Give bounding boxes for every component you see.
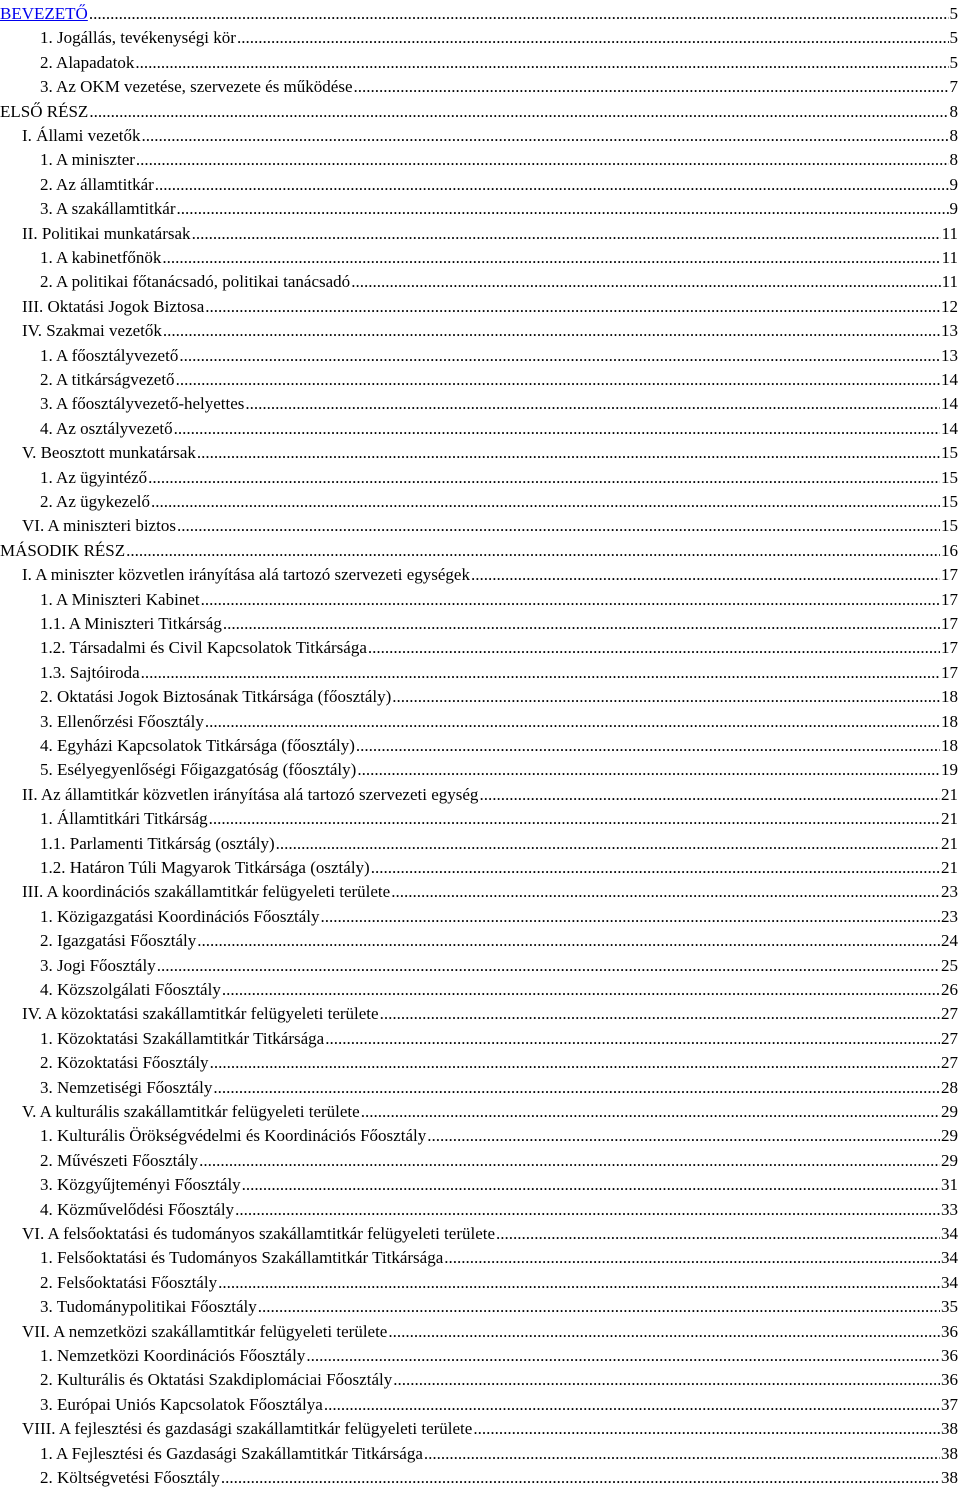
toc-dot-leader: [223, 612, 940, 636]
toc-page-number: 38: [941, 1466, 960, 1490]
toc-page-number: 8: [950, 148, 960, 172]
toc-entry[interactable]: [0, 832, 960, 856]
toc-entry[interactable]: [0, 490, 960, 514]
toc-entry[interactable]: [0, 905, 960, 929]
toc-page-number: 9: [950, 173, 960, 197]
toc-entry[interactable]: [0, 417, 960, 441]
toc-entry[interactable]: [0, 978, 960, 1002]
toc-entry[interactable]: [0, 1320, 960, 1344]
toc-entry[interactable]: [0, 1344, 960, 1368]
toc-entry-title: III. Oktatási Jogok Biztosa: [22, 295, 204, 319]
toc-entry-title: 3. Nemzetiségi Főosztály: [40, 1076, 212, 1100]
toc-page-number: 15: [941, 441, 960, 465]
toc-dot-leader: [199, 1149, 940, 1173]
toc-dot-leader: [321, 905, 941, 929]
toc-page-number: 17: [941, 612, 960, 636]
toc-entry-title: 4. Közszolgálati Főosztály: [40, 978, 221, 1002]
toc-entry[interactable]: [0, 807, 960, 831]
toc-entry-title: 3. Közgyűjteményi Főosztály: [40, 1173, 241, 1197]
toc-entry-title: 1. A miniszter: [40, 148, 135, 172]
toc-entry-title: 3. A főosztályvezető-helyettes: [40, 392, 244, 416]
toc-page-number: 27: [941, 1027, 960, 1051]
toc-entry-title: 2. Művészeti Főosztály: [40, 1149, 198, 1173]
toc-entry-title: 3. Az OKM vezetése, szervezete és működése: [40, 75, 352, 99]
toc-entry[interactable]: [0, 1027, 960, 1051]
toc-entry-title: 1. A kabinetfőnök: [40, 246, 161, 270]
toc-dot-leader: [142, 124, 949, 148]
toc-page-number: 21: [941, 807, 960, 831]
toc-dot-leader: [221, 1466, 940, 1490]
toc-page-number: 17: [941, 588, 960, 612]
toc-entry-title: 1. Kulturális Örökségvédelmi és Koordinációs Főosztály: [40, 1124, 426, 1148]
toc-dot-leader: [177, 197, 949, 221]
toc-entry-title: IV. Szakmai vezetők: [22, 319, 162, 343]
toc-dot-leader: [353, 75, 948, 99]
toc-page-number: 28: [941, 1076, 960, 1100]
toc-page-number: 33: [941, 1198, 960, 1222]
toc-entry-title: MÁSODIK RÉSZ: [0, 539, 125, 563]
toc-entry[interactable]: [0, 856, 960, 880]
toc-dot-leader: [357, 758, 940, 782]
toc-entry[interactable]: [0, 222, 960, 246]
toc-entry-title: 2. Igazgatási Főosztály: [40, 929, 196, 953]
toc-dot-leader: [126, 539, 940, 563]
toc-entry-title: 1. A Fejlesztési és Gazdasági Szakállamtitkár Titkársága: [40, 1442, 423, 1466]
toc-page-number: 11: [942, 246, 960, 270]
toc-dot-leader: [213, 1076, 940, 1100]
toc-dot-leader: [141, 661, 940, 685]
toc-page-number: 21: [941, 832, 960, 856]
toc-dot-leader: [136, 148, 949, 172]
toc-entry-title: 2. Kulturális és Oktatási Szakdiplomáciai Főosztály: [40, 1368, 392, 1392]
toc-entry-title: BEVEZETŐ: [0, 2, 88, 26]
toc-entry-title: 4. Az osztályvezető: [40, 417, 173, 441]
toc-dot-leader: [356, 734, 940, 758]
toc-entry[interactable]: [0, 1368, 960, 1392]
toc-entry-title: 1. Közigazgatási Koordinációs Főosztály: [40, 905, 320, 929]
toc-entry-title: 2. Alapadatok: [40, 51, 134, 75]
toc-entry-title: I. Állami vezetők: [22, 124, 141, 148]
toc-page-number: 23: [941, 880, 960, 904]
toc-entry-title: 1.1. Parlamenti Titkárság (osztály): [40, 832, 275, 856]
toc-page-number: 34: [941, 1246, 960, 1270]
toc-entry[interactable]: [0, 636, 960, 660]
toc-entry[interactable]: [0, 1124, 960, 1148]
toc-entry[interactable]: [0, 1076, 960, 1100]
toc-page-number: 27: [941, 1051, 960, 1075]
toc-dot-leader: [205, 295, 940, 319]
toc-dot-leader: [351, 270, 940, 294]
toc-entry[interactable]: [0, 51, 960, 75]
toc-entry[interactable]: [0, 173, 960, 197]
toc-page-number: 34: [941, 1222, 960, 1246]
toc-dot-leader: [380, 1002, 940, 1026]
toc-page-number: 14: [941, 392, 960, 416]
toc-dot-leader: [197, 929, 940, 953]
toc-entry[interactable]: [0, 26, 960, 50]
toc-page-number: 15: [941, 466, 960, 490]
toc-entry[interactable]: [0, 1100, 960, 1124]
toc-dot-leader: [471, 563, 940, 587]
toc-entry-title: 2. Az államtitkár: [40, 173, 154, 197]
toc-entry-title: 1. A főosztályvezető: [40, 344, 178, 368]
toc-entry[interactable]: [0, 1149, 960, 1173]
toc-page-number: 5: [950, 2, 960, 26]
toc-dot-leader: [163, 319, 940, 343]
toc-entry[interactable]: [0, 1393, 960, 1417]
toc-page-number: 29: [941, 1124, 960, 1148]
toc-page-number: 14: [941, 417, 960, 441]
toc-entry-title: 2. Az ügykezelő: [40, 490, 150, 514]
toc-entry-title: II. Az államtitkár közvetlen irányítása alá tartozó szervezeti egység: [22, 783, 478, 807]
toc-page-number: 17: [941, 636, 960, 660]
toc-dot-leader: [192, 222, 941, 246]
toc-entry-title: 1.2. Határon Túli Magyarok Titkársága (osztály): [40, 856, 370, 880]
toc-entry-title: ELSŐ RÉSZ: [0, 100, 88, 124]
toc-page-number: 38: [941, 1417, 960, 1441]
toc-entry[interactable]: [0, 783, 960, 807]
toc-dot-leader: [258, 1295, 940, 1319]
toc-entry-title: 3. Európai Uniós Kapcsolatok Főosztálya: [40, 1393, 323, 1417]
toc-page-number: 11: [942, 222, 960, 246]
toc-entry-title: 2. Oktatási Jogok Biztosának Titkársága (főosztály): [40, 685, 391, 709]
toc-page-number: 5: [950, 51, 960, 75]
toc-dot-leader: [496, 1222, 940, 1246]
toc-entry[interactable]: [0, 661, 960, 685]
toc-entry-title: 1. Közoktatási Szakállamtitkár Titkársága: [40, 1027, 324, 1051]
toc-dot-leader: [89, 2, 949, 26]
toc-entry-title: 1. Államtitkári Titkárság: [40, 807, 208, 831]
toc-entry[interactable]: [0, 539, 960, 563]
toc-entry-title: 2. A politikai főtanácsadó, politikai tanácsadó: [40, 270, 350, 294]
toc-entry[interactable]: [0, 270, 960, 294]
toc-page-number: 8: [950, 100, 960, 124]
toc-entry[interactable]: [0, 466, 960, 490]
toc-page-number: 13: [941, 344, 960, 368]
toc-page-number: 29: [941, 1100, 960, 1124]
toc-entry-title: 4. Egyházi Kapcsolatok Titkársága (főosztály): [40, 734, 355, 758]
toc-page-number: 25: [941, 954, 960, 978]
toc-entry[interactable]: [0, 1271, 960, 1295]
toc-entry-title: V. A kulturális szakállamtitkár felügyeleti területe: [22, 1100, 360, 1124]
toc-dot-leader: [174, 417, 940, 441]
toc-dot-leader: [210, 1051, 940, 1075]
toc-entry[interactable]: [0, 1417, 960, 1441]
toc-entry[interactable]: [0, 100, 960, 124]
toc-entry[interactable]: [0, 734, 960, 758]
toc-entry-title: VI. A felsőoktatási és tudományos szakállamtitkár felügyeleti területe: [22, 1222, 495, 1246]
toc-page-number: 38: [941, 1442, 960, 1466]
toc-page-number: 7: [950, 75, 960, 99]
toc-entry-title: 2. Felsőoktatási Főosztály: [40, 1271, 217, 1295]
toc-page-number: 37: [941, 1393, 960, 1417]
toc-entry-title: 3. Ellenőrzési Főosztály: [40, 710, 204, 734]
toc-entry-title: 1. Jogállás, tevékenységi kör: [40, 26, 236, 50]
toc-page-number: 35: [941, 1295, 960, 1319]
toc-page-number: 18: [941, 685, 960, 709]
toc-page-number: 8: [950, 124, 960, 148]
toc-dot-leader: [155, 173, 949, 197]
toc-entry[interactable]: [0, 75, 960, 99]
toc-entry[interactable]: [0, 392, 960, 416]
toc-page-number: 24: [941, 929, 960, 953]
toc-entry[interactable]: [0, 295, 960, 319]
toc-dot-leader: [201, 588, 940, 612]
toc-entry-title: VIII. A fejlesztési és gazdasági szakállamtitkár felügyeleti területe: [22, 1417, 472, 1441]
toc-page-number: 18: [941, 710, 960, 734]
toc-entry[interactable]: [0, 1051, 960, 1075]
toc-dot-leader: [242, 1173, 940, 1197]
toc-entry-title: IV. A közoktatási szakállamtitkár felügyeleti területe: [22, 1002, 379, 1026]
toc-entry-title: 1.2. Társadalmi és Civil Kapcsolatok Titkársága: [40, 636, 367, 660]
toc-dot-leader: [135, 51, 948, 75]
toc-dot-leader: [324, 1393, 940, 1417]
toc-entry-title: II. Politikai munkatársak: [22, 222, 191, 246]
toc-entry[interactable]: [0, 368, 960, 392]
toc-dot-leader: [197, 441, 940, 465]
toc-entry[interactable]: [0, 246, 960, 270]
toc-entry-title: III. A koordinációs szakállamtitkár felügyeleti területe: [22, 880, 390, 904]
toc-entry[interactable]: [0, 1442, 960, 1466]
toc-entry-title: VI. A miniszteri biztos: [22, 514, 176, 538]
toc-entry[interactable]: [0, 197, 960, 221]
toc-entry-title: 2. Költségvetési Főosztály: [40, 1466, 220, 1490]
toc-entry[interactable]: [0, 1246, 960, 1270]
toc-page-number: 23: [941, 905, 960, 929]
toc-entry[interactable]: [0, 563, 960, 587]
toc-dot-leader: [177, 514, 940, 538]
toc-dot-leader: [245, 392, 940, 416]
toc-entry[interactable]: [0, 880, 960, 904]
toc-dot-leader: [371, 856, 940, 880]
toc-dot-leader: [368, 636, 940, 660]
toc-dot-leader: [89, 100, 948, 124]
toc-dot-leader: [151, 490, 940, 514]
toc-page-number: 26: [941, 978, 960, 1002]
toc-entry[interactable]: [0, 612, 960, 636]
toc-entry[interactable]: [0, 2, 960, 26]
toc-dot-leader: [325, 1027, 940, 1051]
toc-dot-leader: [392, 685, 940, 709]
toc-page-number: 12: [941, 295, 960, 319]
toc-page-number: 16: [941, 539, 960, 563]
toc-dot-leader: [209, 807, 940, 831]
toc-entry-title: 1.1. A Miniszteri Titkárság: [40, 612, 222, 636]
toc-dot-leader: [276, 832, 940, 856]
toc-entry-title: 1. Az ügyintéző: [40, 466, 147, 490]
toc-dot-leader: [393, 1368, 940, 1392]
toc-entry[interactable]: [0, 1295, 960, 1319]
toc-entry[interactable]: [0, 758, 960, 782]
toc-entry-title: 1.3. Sajtóiroda: [40, 661, 140, 685]
toc-entry[interactable]: [0, 344, 960, 368]
toc-page-number: 9: [950, 197, 960, 221]
toc-page-number: 18: [941, 734, 960, 758]
toc-page-number: 14: [941, 368, 960, 392]
toc-dot-leader: [235, 1198, 940, 1222]
toc-page-number: 21: [941, 856, 960, 880]
toc-dot-leader: [179, 344, 940, 368]
toc-entry-title: 3. Tudománypolitikai Főosztály: [40, 1295, 257, 1319]
toc-entry[interactable]: [0, 124, 960, 148]
toc-page-number: 13: [941, 319, 960, 343]
toc-entry[interactable]: [0, 685, 960, 709]
toc-entry[interactable]: [0, 710, 960, 734]
toc-entry-title: 2. A titkárságvezető: [40, 368, 175, 392]
toc-page-number: 36: [941, 1320, 960, 1344]
toc-page-number: 5: [950, 26, 960, 50]
toc-entry-title: 1. Nemzetközi Koordinációs Főosztály: [40, 1344, 305, 1368]
toc-entry[interactable]: [0, 1173, 960, 1197]
toc-dot-leader: [162, 246, 940, 270]
toc-entry-title: 3. A szakállamtitkár: [40, 197, 176, 221]
toc-entry[interactable]: [0, 929, 960, 953]
toc-page-number: 11: [942, 270, 960, 294]
toc-dot-leader: [148, 466, 940, 490]
toc-dot-leader: [444, 1246, 940, 1270]
toc-page-number: 27: [941, 1002, 960, 1026]
toc-entry-title: 4. Közművelődési Főosztály: [40, 1198, 234, 1222]
toc-entry-title: 3. Jogi Főosztály: [40, 954, 156, 978]
toc-page-number: 31: [941, 1173, 960, 1197]
toc-entry-title: 2. Közoktatási Főosztály: [40, 1051, 209, 1075]
toc-entry-title: 5. Esélyegyenlőségi Főigazgatóság (főosztály): [40, 758, 356, 782]
toc-entry[interactable]: [0, 1466, 960, 1490]
toc-page-number: 29: [941, 1149, 960, 1173]
toc-page-number: 36: [941, 1368, 960, 1392]
toc-dot-leader: [479, 783, 940, 807]
toc-page-number: 21: [941, 783, 960, 807]
toc-dot-leader: [218, 1271, 940, 1295]
toc-page-number: 17: [941, 563, 960, 587]
toc-entry[interactable]: [0, 514, 960, 538]
toc-entry[interactable]: [0, 148, 960, 172]
toc-dot-leader: [237, 26, 949, 50]
toc-dot-leader: [176, 368, 940, 392]
toc-entry[interactable]: [0, 588, 960, 612]
toc-entry[interactable]: [0, 1002, 960, 1026]
toc-dot-leader: [473, 1417, 940, 1441]
toc-entry-title: 1. Felsőoktatási és Tudományos Szakállamtitkár Titkársága: [40, 1246, 443, 1270]
toc-page-number: 34: [941, 1271, 960, 1295]
toc-page-number: 36: [941, 1344, 960, 1368]
toc-dot-leader: [222, 978, 940, 1002]
toc-entry[interactable]: [0, 954, 960, 978]
toc-dot-leader: [205, 710, 940, 734]
toc-entry-title: 1. A Miniszteri Kabinet: [40, 588, 200, 612]
toc-dot-leader: [306, 1344, 940, 1368]
toc-dot-leader: [388, 1320, 940, 1344]
toc-entry[interactable]: [0, 441, 960, 465]
toc-dot-leader: [427, 1124, 940, 1148]
toc-entry-title: I. A miniszter közvetlen irányítása alá tartozó szervezeti egységek: [22, 563, 470, 587]
toc-entry-title: V. Beosztott munkatársak: [22, 441, 196, 465]
toc-dot-leader: [361, 1100, 940, 1124]
toc-dot-leader: [391, 880, 940, 904]
toc-page-number: 19: [941, 758, 960, 782]
toc-dot-leader: [157, 954, 940, 978]
toc-page-number: 15: [941, 490, 960, 514]
toc-dot-leader: [424, 1442, 940, 1466]
toc-entry[interactable]: [0, 1198, 960, 1222]
toc-entry[interactable]: [0, 1222, 960, 1246]
toc-page-number: 15: [941, 514, 960, 538]
toc-page-number: 17: [941, 661, 960, 685]
toc-entry-title: VII. A nemzetközi szakállamtitkár felügyeleti területe: [22, 1320, 387, 1344]
toc-entry[interactable]: [0, 319, 960, 343]
